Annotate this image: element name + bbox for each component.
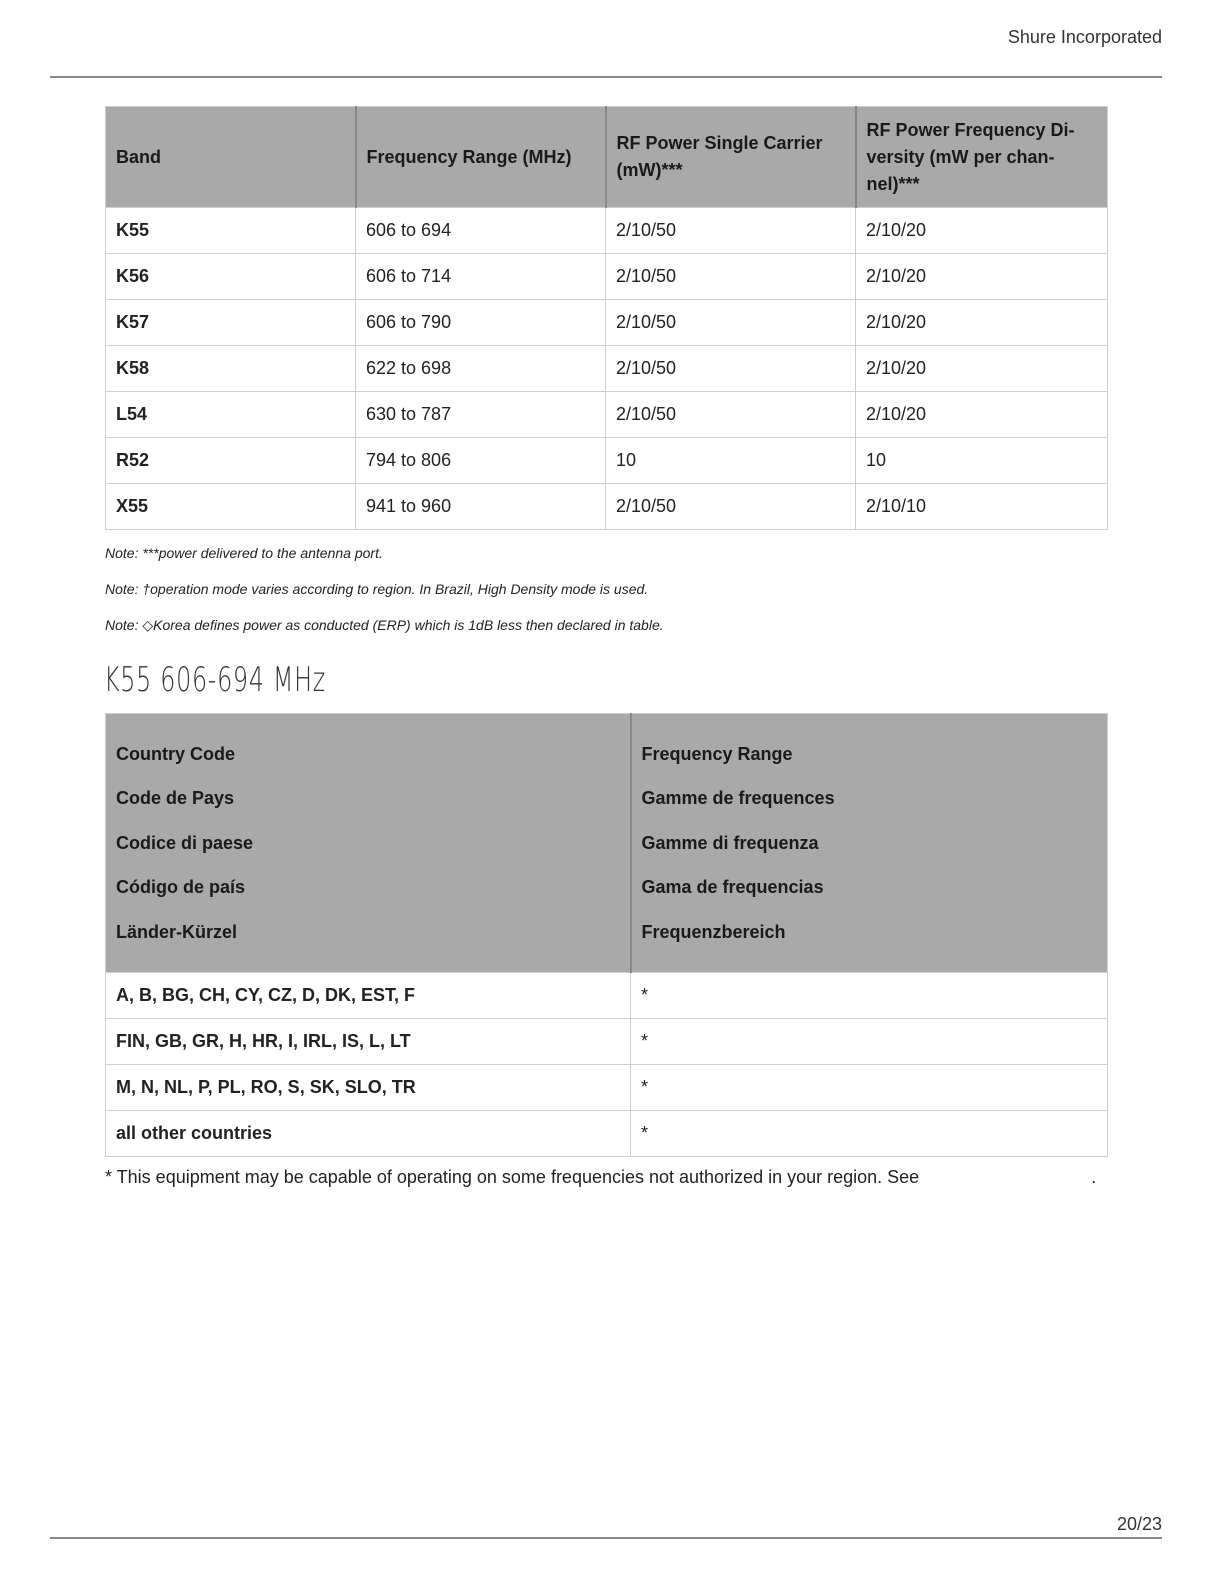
note-korea: Note: ◇Korea defines power as conducted (ERP) which is 1dB less then declared in table. xyxy=(105,617,664,633)
header-line: Gamme de frequences xyxy=(641,788,835,809)
table-row xyxy=(106,1111,1108,1157)
table-row xyxy=(106,438,1108,484)
table-row xyxy=(106,973,1108,1019)
header-line: Gamme di frequenza xyxy=(641,832,819,853)
table-row xyxy=(106,1019,1108,1065)
frequency-cell: 941 to 960 xyxy=(356,484,606,530)
table-row xyxy=(106,1065,1108,1111)
table-row xyxy=(106,300,1108,346)
table-row xyxy=(106,208,1108,254)
frequency-cell: 606 to 694 xyxy=(356,208,606,254)
frequency-range-header xyxy=(631,714,1108,973)
single-carrier-cell: 2/10/50 xyxy=(606,300,856,346)
single-carrier-cell: 10 xyxy=(606,438,856,484)
band-table xyxy=(105,106,1108,530)
table-header-row xyxy=(106,714,1108,973)
single-carrier-cell: 2/10/50 xyxy=(606,346,856,392)
frequency-cell: 794 to 806 xyxy=(356,438,606,484)
country-code-header xyxy=(106,714,631,973)
band-cell: K56 xyxy=(106,254,356,300)
frequency-cell: 630 to 787 xyxy=(356,392,606,438)
band-cell: R52 xyxy=(106,438,356,484)
column-header: RF Power Frequency Di-versity (mW per chan-nel)*** xyxy=(856,107,1108,208)
company-name: Shure Incorporated xyxy=(1007,27,1162,47)
column-header: RF Power Single Carrier (mW)*** xyxy=(606,107,856,208)
header-divider xyxy=(50,76,1162,78)
country-codes-cell: all other countries xyxy=(106,1111,631,1157)
country-codes-cell: A, B, BG, CH, CY, CZ, D, DK, EST, F xyxy=(106,973,631,1019)
header-line: Country Code xyxy=(116,743,235,764)
diversity-cell: 2/10/10 xyxy=(856,484,1108,530)
band-cell: K58 xyxy=(106,346,356,392)
header-line: Codice di paese xyxy=(116,832,254,853)
single-carrier-cell: 2/10/50 xyxy=(606,208,856,254)
country-codes-cell: M, N, NL, P, PL, RO, S, SK, SLO, TR xyxy=(106,1065,631,1111)
diversity-cell: 2/10/20 xyxy=(856,208,1108,254)
single-carrier-cell: 2/10/50 xyxy=(606,484,856,530)
diversity-cell: 2/10/20 xyxy=(856,254,1108,300)
footnote-text: * This equipment may be capable of operating on some frequencies not authorized in your region. See xyxy=(105,1167,920,1187)
column-header: Frequency Range (MHz) xyxy=(356,107,606,208)
page-number: 20/23 xyxy=(1116,1514,1162,1534)
frequency-cell: 606 to 714 xyxy=(356,254,606,300)
table-row xyxy=(106,254,1108,300)
table-header-row xyxy=(106,107,1108,208)
header-line: Código de país xyxy=(116,877,246,898)
range-cell: * xyxy=(631,973,1108,1019)
section-title: K55 606-694 MHz xyxy=(104,660,326,700)
header-line: Code de Pays xyxy=(116,788,235,809)
column-header: Band xyxy=(106,107,356,208)
band-cell: K55 xyxy=(106,208,356,254)
table-row xyxy=(106,346,1108,392)
diversity-cell: 2/10/20 xyxy=(856,392,1108,438)
diversity-cell: 10 xyxy=(856,438,1108,484)
footnote xyxy=(105,1167,1096,1188)
note-operation-mode: Note: †operation mode varies according to region. In Brazil, High Density mode is used. xyxy=(105,581,649,597)
range-cell: * xyxy=(631,1111,1108,1157)
country-table xyxy=(105,713,1108,1157)
diversity-cell: 2/10/20 xyxy=(856,300,1108,346)
band-cell: X55 xyxy=(106,484,356,530)
table-row xyxy=(106,484,1108,530)
single-carrier-cell: 2/10/50 xyxy=(606,392,856,438)
frequency-cell: 622 to 698 xyxy=(356,346,606,392)
frequency-cell: 606 to 790 xyxy=(356,300,606,346)
header-line: Länder-Kürzel xyxy=(116,921,238,942)
table-row xyxy=(106,392,1108,438)
country-codes-cell: FIN, GB, GR, H, HR, I, IRL, IS, L, LT xyxy=(106,1019,631,1065)
band-cell: L54 xyxy=(106,392,356,438)
band-cell: K57 xyxy=(106,300,356,346)
single-carrier-cell: 2/10/50 xyxy=(606,254,856,300)
diversity-cell: 2/10/20 xyxy=(856,346,1108,392)
footnote-trail: . xyxy=(1091,1167,1097,1187)
header-line: Gama de frequencias xyxy=(641,877,824,898)
range-cell: * xyxy=(631,1019,1108,1065)
note-power: Note: ***power delivered to the antenna port. xyxy=(105,545,383,561)
header-line: Frequenzbereich xyxy=(641,921,786,942)
header-line: Frequency Range xyxy=(641,743,793,764)
footer-divider xyxy=(50,1537,1162,1539)
range-cell: * xyxy=(631,1065,1108,1111)
